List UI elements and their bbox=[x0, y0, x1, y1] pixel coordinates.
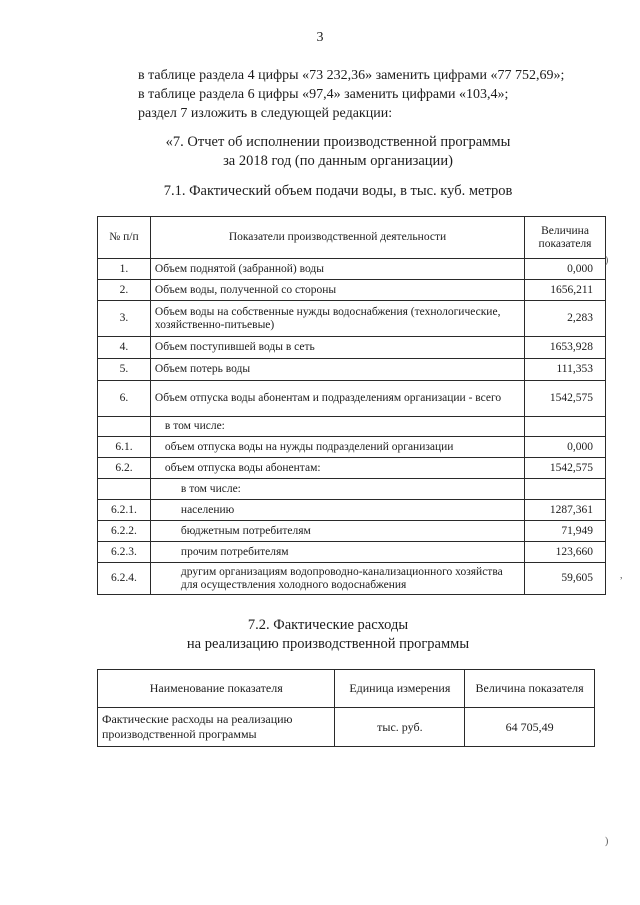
header-indicator-name: Наименование показателя bbox=[98, 670, 335, 708]
row-value bbox=[525, 417, 606, 437]
row-num: 6. bbox=[98, 381, 151, 417]
row-label: Объем отпуска воды абонентам и подразделениям организации - всего bbox=[150, 381, 524, 417]
row-value: 0,000 bbox=[525, 259, 606, 280]
table-row bbox=[98, 337, 606, 359]
table-row bbox=[98, 259, 606, 280]
intro-line-3: раздел 7 изложить в следующей редакции: bbox=[138, 106, 393, 121]
row-num: 5. bbox=[98, 359, 151, 381]
table-row bbox=[98, 542, 606, 563]
row-value: 1542,575 bbox=[525, 458, 606, 479]
row-label: Объем воды на собственные нужды водоснабжения (технологические, хозяйственно-питьевые) bbox=[150, 301, 524, 337]
water-supply-table bbox=[97, 216, 609, 595]
table-row bbox=[98, 479, 606, 500]
section-title-line-2: за 2018 год (по данным организации) bbox=[223, 153, 453, 169]
table-row bbox=[98, 563, 606, 595]
expenses-row bbox=[98, 708, 595, 747]
row-num bbox=[98, 417, 151, 437]
subsection-72-title-line-2: на реализацию производственной программы bbox=[186, 636, 470, 652]
table-row bbox=[98, 301, 606, 337]
row-label: прочим потребителям bbox=[150, 542, 524, 563]
table-row bbox=[98, 458, 606, 479]
row-label: в том числе: bbox=[150, 479, 524, 500]
row-value: 0,000 bbox=[525, 437, 606, 458]
row-value: 2,283 bbox=[525, 301, 606, 337]
row-num bbox=[98, 479, 151, 500]
table-row bbox=[98, 521, 606, 542]
row-label: Объем поступившей воды в сеть bbox=[150, 337, 524, 359]
subsection-72-title-line-1: 7.2. Фактические расходы bbox=[247, 617, 409, 633]
page-number: 3 bbox=[316, 30, 324, 45]
row-value: 71,949 bbox=[525, 521, 606, 542]
row-num: 3. bbox=[98, 301, 151, 337]
row-num: 6.2.3. bbox=[98, 542, 151, 563]
row-num: 2. bbox=[98, 280, 151, 301]
header-num: № п/п bbox=[98, 217, 151, 259]
table-row bbox=[98, 417, 606, 437]
expense-value: 64 705,49 bbox=[465, 708, 595, 747]
row-value: 1656,211 bbox=[525, 280, 606, 301]
row-label: объем отпуска воды абонентам: bbox=[150, 458, 524, 479]
row-value: 1653,928 bbox=[525, 337, 606, 359]
row-num: 6.1. bbox=[98, 437, 151, 458]
row-num: 6.2.1. bbox=[98, 500, 151, 521]
expense-unit: тыс. руб. bbox=[335, 708, 465, 747]
row-value: 1542,575 bbox=[525, 381, 606, 417]
row-label: объем отпуска воды на нужды подразделений организации bbox=[150, 437, 524, 458]
row-label: другим организациям водопроводно-канализационного хозяйства для осуществления холодного водоснабжения bbox=[150, 563, 524, 595]
row-num: 6.2.4. bbox=[98, 563, 151, 595]
intro-line-1: в таблице раздела 4 цифры «73 232,36» заменить цифрами «77 752,69»; bbox=[138, 68, 565, 83]
header-value: Величина показателя bbox=[465, 670, 595, 708]
row-value bbox=[525, 479, 606, 500]
table-row bbox=[98, 437, 606, 458]
expenses-table bbox=[97, 669, 595, 747]
table-row bbox=[98, 381, 606, 417]
row-label: Объем поднятой (забранной) воды bbox=[150, 259, 524, 280]
row-value: 1287,361 bbox=[525, 500, 606, 521]
subsection-71-title: 7.1. Фактический объем подачи воды, в тыс. куб. метров bbox=[163, 183, 513, 199]
row-value: 123,660 bbox=[525, 542, 606, 563]
row-num: 1. bbox=[98, 259, 151, 280]
scan-speck: ) bbox=[605, 836, 609, 847]
table-header-row bbox=[98, 217, 606, 259]
expenses-header-row bbox=[98, 670, 595, 708]
row-label: в том числе: bbox=[150, 417, 524, 437]
row-num: 6.2.2. bbox=[98, 521, 151, 542]
row-label: Объем воды, полученной со стороны bbox=[150, 280, 524, 301]
row-label: населению bbox=[150, 500, 524, 521]
row-num: 4. bbox=[98, 337, 151, 359]
row-value: 59,605 bbox=[525, 563, 606, 595]
intro-line-2: в таблице раздела 6 цифры «97,4» заменить цифрами «103,4»; bbox=[138, 87, 509, 102]
row-value: 111,353 bbox=[525, 359, 606, 381]
row-label: бюджетным потребителям bbox=[150, 521, 524, 542]
scan-speck: , bbox=[620, 570, 623, 581]
expense-name: Фактические расходы на реализацию производственной программы bbox=[98, 708, 335, 747]
scan-speck: ) bbox=[605, 255, 609, 266]
section-title-line-1: «7. Отчет об исполнении производственной программы bbox=[165, 134, 511, 150]
header-indicator: Показатели производственной деятельности bbox=[150, 217, 524, 259]
table-row bbox=[98, 280, 606, 301]
row-label: Объем потерь воды bbox=[150, 359, 524, 381]
table-row bbox=[98, 500, 606, 521]
header-unit: Единица измерения bbox=[335, 670, 465, 708]
row-num: 6.2. bbox=[98, 458, 151, 479]
table-row bbox=[98, 359, 606, 381]
header-value: Величина показателя bbox=[525, 217, 606, 259]
